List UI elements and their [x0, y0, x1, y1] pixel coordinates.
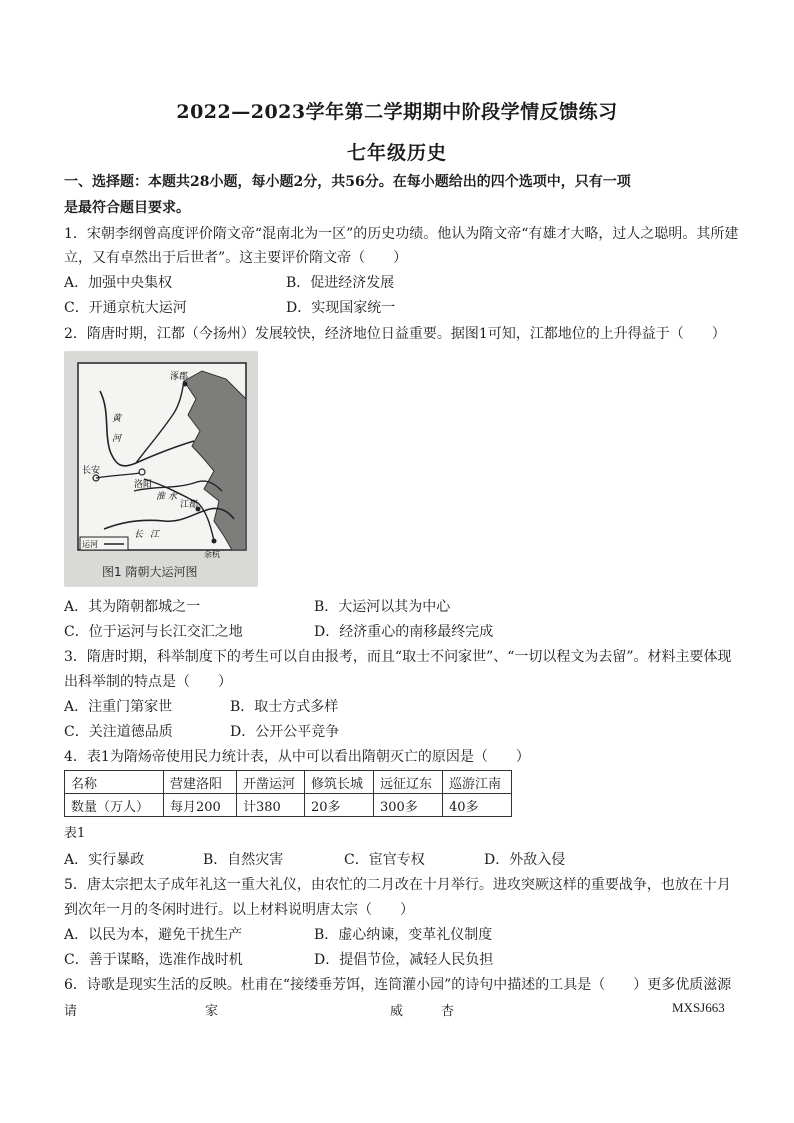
footer-text-1: 请: [64, 1004, 78, 1019]
section-heading-line2: 是最符合题目要求。: [64, 200, 190, 216]
table-cell: 数量（万人）: [65, 794, 164, 817]
q5-stem-line1: 5．唐太宗把太子成年礼这一重大礼仪，由农忙的二月改在十月举行。进攻突厥这样的重要战争，也放在十月: [64, 877, 731, 893]
table-header-cell: 修筑长城: [305, 771, 374, 794]
label-zhuojun: 涿郡: [170, 372, 189, 382]
label-changjiang-2: 江: [150, 530, 160, 540]
q4-option-a: A．实行暴政: [64, 852, 145, 868]
table-cell: 300多: [374, 794, 443, 817]
q1-option-c: C．开通京杭大运河: [64, 300, 187, 316]
q3-option-c: C．关注道德品质: [64, 724, 173, 740]
footer-code: MXSJ663: [672, 1000, 725, 1015]
table-cell: 40多: [443, 794, 512, 817]
label-jiangdu: 江都: [180, 500, 199, 510]
q3-option-a: A．注重门第家世: [64, 699, 173, 715]
legend-label: 运河: [82, 540, 98, 549]
zhuojun-marker: [183, 382, 188, 387]
table-caption: 表1: [64, 826, 86, 841]
q2-option-b: B．大运河以其为中心: [314, 599, 451, 615]
table-cell: 计380: [237, 794, 305, 817]
q3-stem-line1: 3．隋唐时期，科举制度下的考生可以自由报考，而且“取士不问家世”、“一切以程文为去留”。材料主要体现: [64, 649, 732, 665]
q1-option-d: D．实现国家统一: [286, 300, 396, 316]
q2-option-a: A．其为隋朝都城之一: [64, 599, 201, 615]
exam-subtitle: 七年级历史: [346, 142, 447, 164]
figure-caption: 图1 隋朝大运河图: [102, 565, 198, 579]
q1-stem-line2: 立，又有卓然出于后世者”。这主要评价隋文帝（ ）: [64, 250, 408, 266]
table-header-row: [65, 771, 512, 794]
table-header-cell: 名称: [65, 771, 164, 794]
label-huaishui-2: 水: [168, 492, 178, 502]
table-header-cell: 远征辽东: [374, 771, 443, 794]
table-cell: 20多: [305, 794, 374, 817]
grand-canal-map: [64, 351, 258, 587]
label-huanghe-1: 黄: [112, 414, 122, 424]
q4-option-b: B．自然灾害: [203, 852, 284, 868]
q2-option-d: D．经济重心的南移最终完成: [314, 624, 494, 640]
footer-text-3: 威: [390, 1004, 404, 1019]
q4-option-d: D．外敌入侵: [484, 852, 566, 868]
q5-option-c: C．善于谋略，选准作战时机: [64, 952, 243, 968]
q1-stem-line1: 1．宋朝李纲曾高度评价隋文帝“混南北为一区”的历史功绩。他认为隋文帝“有雄才大略，过人之聪明。其所建: [64, 226, 739, 242]
footer-text-2: 家: [205, 1004, 219, 1019]
footer-text-4: 杏: [441, 1004, 455, 1019]
label-huanghe-2: 河: [112, 434, 122, 444]
q3-stem-line2: 出科举制的特点是（ ）: [64, 674, 232, 690]
q2-option-c: C．位于运河与长江交汇之地: [64, 624, 243, 640]
q1-option-b: B．促进经济发展: [286, 275, 395, 291]
q1-option-a: A．加强中央集权: [64, 275, 173, 291]
q4-stem: 4．表1为隋炀帝使用民力统计表，从中可以看出隋朝灭亡的原因是（ ）: [64, 749, 530, 765]
label-luoyang: 洛阳: [134, 480, 153, 490]
labor-stats-table: [64, 770, 512, 817]
table-header-cell: 开凿运河: [237, 771, 305, 794]
label-changan: 长安: [82, 466, 101, 476]
q5-stem-line2: 到次年一月的冬闲时进行。以上材料说明唐太宗（ ）: [64, 902, 414, 918]
map-drawing: [64, 351, 258, 587]
table-row: [65, 794, 512, 817]
q4-option-c: C．宦官专权: [344, 852, 425, 868]
q2-stem: 2．隋唐时期，江都（今扬州）发展较快，经济地位日益重要。据图1可知，江都地位的上升得益于（ ）: [64, 326, 726, 342]
table-header-cell: 巡游江南: [443, 771, 512, 794]
table-header-cell: 营建洛阳: [164, 771, 237, 794]
label-yuhang: 余杭: [204, 550, 220, 559]
q6-stem: 6．诗歌是现实生活的反映。杜甫在“接缕垂芳饵，连筒灌小园”的诗句中描述的工具是（ ）更多优质滋源: [64, 977, 732, 993]
q3-option-b: B．取士方式多样: [230, 699, 339, 715]
yuhang-marker: [212, 539, 217, 544]
table-cell: 每月200: [164, 794, 237, 817]
label-huaishui-1: 淮: [156, 492, 166, 502]
q5-option-a: A．以民为本，避免干扰生产: [64, 927, 243, 943]
q5-option-d: D．提倡节俭，减轻人民负担: [314, 952, 494, 968]
q5-option-b: B．虚心纳谏，变革礼仪制度: [314, 927, 493, 943]
section-heading-line1: 一、选择题：本题共28小题，每小题2分，共56分。在每小题给出的四个选项中，只有一项: [64, 174, 631, 190]
label-changjiang-1: 长: [134, 530, 144, 540]
q3-option-d: D．公开公平竞争: [230, 724, 340, 740]
exam-title: 2022—2023学年第二学期期中阶段学情反馈练习: [176, 101, 618, 123]
